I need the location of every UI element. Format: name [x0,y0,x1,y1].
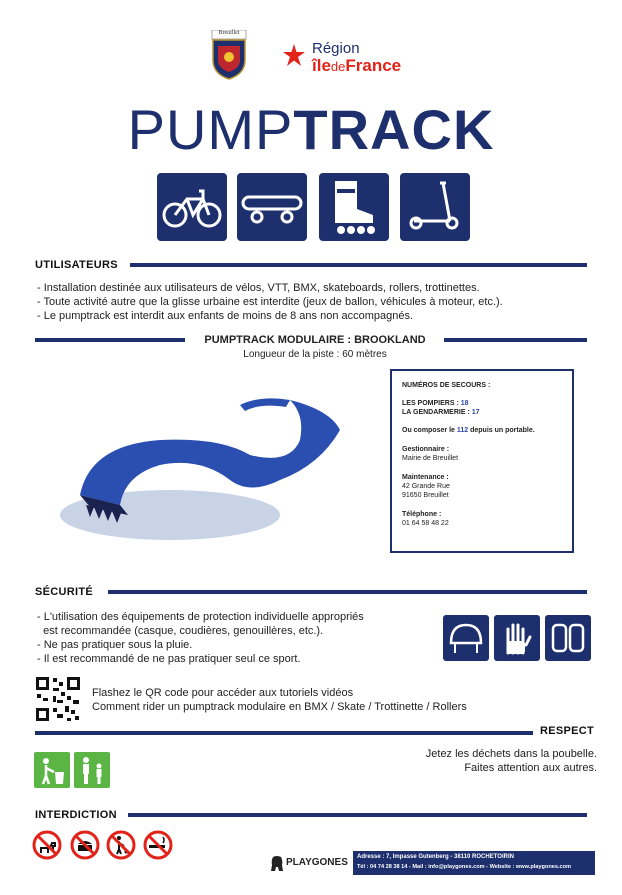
page-title: PUMPTRACK [127,98,495,161]
security-line-2: est recommandée (casque, coudières, genouillères, etc.). [37,625,324,637]
footer-address: Adresse : 7, Impasse Gutenberg - 38110 ROCHETOIRIN [357,854,514,860]
skateboard-icon [237,173,307,241]
town-crest [210,30,248,80]
town-name: Breuillet [218,30,240,36]
security-divider [108,590,587,594]
users-divider [130,263,587,267]
people-tile [74,752,110,788]
security-line-3: - Ne pas pratiquer sous la pluie. [37,639,193,651]
respect-line-2: Faites attention aux autres. [464,762,597,774]
track-title: PUMPTRACK MODULAIRE : BROOKLAND [204,334,426,346]
users-line-1: - Installation destinée aux utilisateurs de vélos, VTT, BMX, skateboards, rollers, trottinettes. [37,282,480,294]
skateboard-tile [237,173,307,241]
gloves-tile [494,615,540,661]
emergency-box [390,369,574,553]
bike-tile [157,173,227,241]
mobile-line: Ou composer le 112 depuis un portable. [402,427,535,434]
track-divider-right [444,338,587,342]
gorilla-icon [270,855,284,871]
no-smoking-icon [143,830,173,860]
brand-name: PLAYGONES [286,857,348,868]
qr-code[interactable] [35,676,81,722]
respect-line-1: Jetez les déchets dans la poubelle. [425,748,597,760]
trash-bin-icon [34,752,70,788]
respect-divider [35,731,533,735]
pompiers-line: LES POMPIERS : 18 [402,400,469,407]
region-label: Région [312,40,360,57]
gendarmerie-line: LA GENDARMERIE : 17 [402,409,480,416]
trash-tile [34,752,70,788]
roller-skate-icon [319,173,389,241]
scooter-tile [400,173,470,241]
no-dogs-icon [32,830,62,860]
track-divider-left [35,338,185,342]
knee-pads-icon [545,615,591,661]
interdiction-heading: INTERDICTION [35,809,117,821]
users-line-2: - Toute activité autre que la glisse urbaine est interdite (jeux de ballon, véhicules à moteur, etc.). [37,296,503,308]
security-line-4: - Il est recommandé de ne pas pratiquer seul ce sport. [37,653,301,665]
track-length: Longueur de la piste : 60 mètres [243,349,387,360]
pumptrack-illustration [50,385,370,545]
knee-pads-tile [545,615,591,661]
no-food-icon [70,830,100,860]
qr-line-2: Comment rider un pumptrack modulaire en BMX / Skate / Trottinette / Rollers [92,701,467,713]
footer-contact [353,851,595,875]
scooter-icon [400,173,470,241]
star-icon [283,44,305,68]
no-littering-icon [106,830,136,860]
manager-label: Gestionnaire : [402,446,450,453]
users-line-3: - Le pumptrack est interdit aux enfants de moins de 8 ans non accompagnés. [37,310,414,322]
footer-links: Tél : 04 74 28 38 14 - Mail : info@playgones.com - Website : www.playgones.com [357,864,572,870]
phone-value: 01 64 58 48 22 [402,520,449,527]
region-name: îledeFrance [312,56,402,75]
users-heading: UTILISATEURS [35,259,118,271]
maintenance-line-1: 42 Grande Rue [402,483,450,490]
gloves-icon [494,615,540,661]
interdiction-divider [128,813,587,817]
security-line-1: - L'utilisation des équipements de protection individuelle appropriés [37,611,364,623]
helmet-icon [443,615,489,661]
bike-icon [157,173,227,241]
maintenance-label: Maintenance : [402,474,449,481]
qr-line-1: Flashez le QR code pour accéder aux tutoriels vidéos [92,687,354,699]
security-heading: SÉCURITÉ [35,586,94,598]
roller-tile [319,173,389,241]
region-logo [283,40,433,76]
people-icon [74,752,110,788]
emergency-title: NUMÉROS DE SECOURS : [402,382,491,389]
manager-value: Mairie de Breuillet [402,455,459,462]
maintenance-line-2: 91650 Breuillet [402,492,449,499]
phone-label: Téléphone : [402,511,442,518]
helmet-tile [443,615,489,661]
respect-heading: RESPECT [540,725,595,737]
